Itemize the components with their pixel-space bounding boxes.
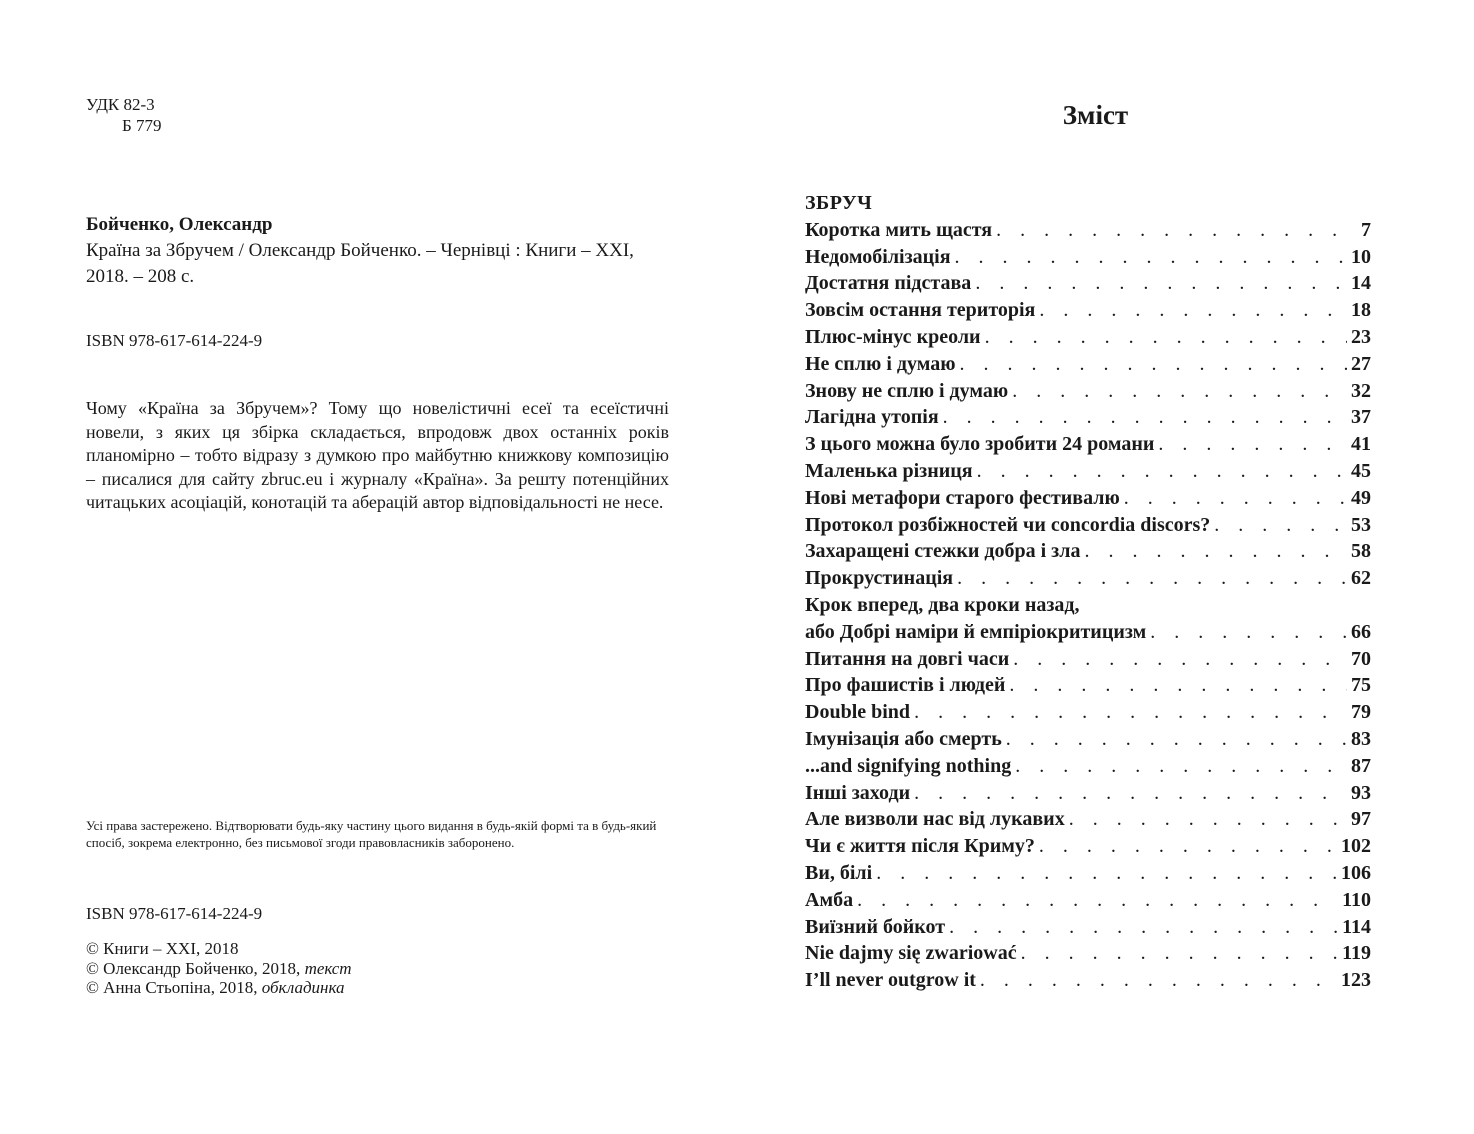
- toc-entry-title: I’ll never outgrow it: [805, 969, 976, 992]
- toc-dot-leader: [960, 351, 1347, 378]
- copyright-holder: © Олександр Бойченко, 2018,: [86, 958, 305, 978]
- toc-page-number: 123: [1341, 969, 1371, 992]
- toc-dot-leader: [1124, 485, 1347, 512]
- toc-page-number: 75: [1351, 674, 1371, 697]
- toc-entry-title: Питання на довгі часи: [805, 647, 1010, 670]
- toc-entry-title: Протокол розбіжностей чи concordia discors?: [805, 513, 1211, 536]
- toc-entry-title: ...and signifying nothing: [805, 754, 1012, 777]
- toc-entry-title: Double bind: [805, 701, 911, 724]
- toc-page-number: 7: [1361, 218, 1371, 241]
- toc-entry-title: Nie dajmy się zwariować: [805, 942, 1017, 965]
- toc-page-number: 87: [1351, 754, 1371, 777]
- toc-dot-leader: [975, 270, 1347, 297]
- toc-dot-leader: [1158, 431, 1347, 458]
- toc-dot-leader: [1214, 512, 1347, 539]
- toc-dot-leader: [914, 780, 1347, 807]
- bbk-code: Б 779: [122, 116, 162, 135]
- toc-page-number: 110: [1342, 888, 1371, 911]
- toc-entries: [805, 217, 1371, 994]
- toc-entry: [805, 270, 1371, 297]
- toc-page-number: 83: [1351, 727, 1371, 750]
- toc-page-number: 27: [1351, 352, 1371, 375]
- toc-entry: [805, 297, 1371, 324]
- toc-entry: [805, 431, 1371, 458]
- toc-page-number: 79: [1351, 701, 1371, 724]
- toc-page-number: 70: [1351, 647, 1371, 670]
- toc-dot-leader: [1015, 753, 1347, 780]
- toc-entry-title: Виїзний бойкот: [805, 915, 946, 938]
- toc-title: Зміст: [1062, 100, 1129, 130]
- toc-dot-leader: [949, 914, 1338, 941]
- toc-entry-title: Коротка мить щастя: [805, 218, 993, 241]
- toc-page-number: 45: [1351, 459, 1371, 482]
- isbn-top: ISBN 978-617-614-224-9: [86, 331, 263, 350]
- toc-entry-title: Прокрустинація: [805, 567, 954, 590]
- toc-entry-title: З цього можна було зробити 24 романи: [805, 433, 1155, 456]
- toc-entry: [805, 940, 1371, 967]
- toc-page-number: 37: [1351, 406, 1371, 429]
- toc-entry: [805, 619, 1371, 646]
- toc-dot-leader: [955, 244, 1347, 271]
- toc-dot-leader: [914, 699, 1347, 726]
- toc-page-number: 93: [1351, 781, 1371, 804]
- toc-entry-title: Достатня підстава: [805, 272, 972, 295]
- toc-dot-leader: [957, 565, 1347, 592]
- copyright-line: [86, 959, 352, 979]
- toc-entry: [805, 324, 1371, 351]
- toc-entry: [805, 833, 1371, 860]
- toc-entry-title: Маленька різниця: [805, 459, 973, 482]
- toc-entry-title-line: Крок вперед, два кроки назад,: [805, 593, 1080, 616]
- toc-page-number: 32: [1351, 379, 1371, 402]
- toc-entry: [805, 726, 1371, 753]
- toc-entry-title: Інші заходи: [805, 781, 911, 804]
- toc-dot-leader: [876, 860, 1337, 887]
- toc-entry: [805, 672, 1371, 699]
- toc-entry: [805, 217, 1371, 244]
- toc-section-heading: ЗБРУЧ: [805, 192, 873, 214]
- author-heading: Бойченко, Олександр: [86, 214, 273, 235]
- toc-entry-title: Чи є життя після Криму?: [805, 835, 1035, 858]
- toc-dot-leader: [996, 217, 1357, 244]
- toc-entry: [805, 860, 1371, 887]
- toc-page-number: 66: [1351, 620, 1371, 643]
- toc-entry-title: Знову не сплю і думаю: [805, 379, 1009, 402]
- record-description: Країна за Збручем / Олександр Бойченко. – Чернівці : Книги – XXI, 2018. – 208 с.: [86, 240, 634, 287]
- toc-dot-leader: [857, 887, 1338, 914]
- toc-entry: [805, 244, 1371, 271]
- toc-entry: [805, 351, 1371, 378]
- toc-entry: [805, 565, 1371, 592]
- toc-dot-leader: [985, 324, 1347, 351]
- annotation: Чому «Країна за Збручем»? Тому що новелістичні есеї та есеїстичні новели, з яких ця збірка складається, впродовж двох останніх років планомірно – тобто відразу з думкою про майбутню книжкову композицію – писалися для сайту zbruc.eu і журналу «Країна». За решту потенційних читацьких асоціацій, конотацій та аберацій автор відповідальності не несе.: [86, 398, 669, 512]
- toc-entry-title: Але визволи нас від лукавих: [805, 808, 1065, 831]
- toc-page-number: 49: [1351, 486, 1371, 509]
- toc-dot-leader: [1021, 940, 1338, 967]
- toc-dot-leader: [1069, 806, 1347, 833]
- toc-entry-title: Амба: [805, 888, 854, 911]
- toc-entry: [805, 780, 1371, 807]
- toc-dot-leader: [1039, 833, 1337, 860]
- toc-page-number: 53: [1351, 513, 1371, 536]
- copyright-holder: © Книги – XXI, 2018: [86, 939, 239, 958]
- toc-dot-leader: [943, 404, 1347, 431]
- toc-page-number: 119: [1342, 942, 1371, 965]
- toc-entry-title: Нові метафори старого фестивалю: [805, 486, 1120, 509]
- toc-page-number: 18: [1351, 299, 1371, 322]
- toc-page-number: 97: [1351, 808, 1371, 831]
- toc-page-number: 23: [1351, 325, 1371, 348]
- toc-dot-leader: [1012, 378, 1347, 405]
- copyright-line: [86, 939, 352, 959]
- toc-page-number: 106: [1341, 861, 1371, 884]
- toc-page-number: 14: [1351, 272, 1371, 295]
- toc-entry-title: Про фашистів і людей: [805, 674, 1006, 697]
- toc-entry-title: Зовсім остання територія: [805, 299, 1036, 322]
- toc-dot-leader: [977, 458, 1347, 485]
- copyright-holder: © Анна Стьопіна, 2018,: [86, 978, 262, 997]
- toc-entry: [805, 646, 1371, 673]
- toc-entry: [805, 753, 1371, 780]
- toc-dot-leader: [1039, 297, 1347, 324]
- toc-page-number: 10: [1351, 245, 1371, 268]
- toc-page-number: 114: [1342, 915, 1371, 938]
- toc-entry: [805, 887, 1371, 914]
- isbn-bottom: ISBN 978-617-614-224-9: [86, 904, 263, 923]
- toc-entry-title: Ви, білі: [805, 861, 873, 884]
- toc-entry: [805, 538, 1371, 565]
- toc-entry-title: Недомобілізація: [805, 245, 951, 268]
- toc-dot-leader: [980, 967, 1337, 994]
- rights-notice: Усі права застережено. Відтворювати будь-яку частину цього видання в будь-якій формі та в будь-який спосіб, зокрема електронно, без письмової згоди правовласників заборонено.: [86, 818, 657, 850]
- classification-codes: [86, 94, 162, 136]
- copyright-role: текст: [304, 958, 352, 978]
- bibliographic-record: [86, 212, 669, 290]
- toc-entry: [805, 404, 1371, 431]
- toc-entry-title: Лагідна утопія: [805, 406, 939, 429]
- toc-page-number: 62: [1351, 567, 1371, 590]
- toc-dot-leader: [1013, 646, 1347, 673]
- toc-entry: [805, 699, 1371, 726]
- copyright-line: [86, 978, 352, 998]
- toc-dot-leader: [1006, 726, 1347, 753]
- copyright-role: обкладинка: [261, 978, 345, 997]
- toc-entry-title: Не сплю і думаю: [805, 352, 956, 375]
- toc-entry-title: Захаращені стежки добра і зла: [805, 540, 1081, 563]
- toc-entry-title: Імунізація або смерть: [805, 727, 1002, 750]
- toc-page-number: 58: [1351, 540, 1371, 563]
- copyright-list: [86, 939, 352, 998]
- toc-entry: [805, 458, 1371, 485]
- toc-entry: [805, 914, 1371, 941]
- toc-entry-title: Плюс-мінус креоли: [805, 325, 981, 348]
- toc-entry-title: або Добрі наміри й емпіріокритицизм: [805, 620, 1147, 643]
- table-of-contents: [805, 190, 1371, 994]
- toc-entry: [805, 512, 1371, 539]
- toc-dot-leader: [1009, 672, 1347, 699]
- toc-entry: [805, 806, 1371, 833]
- toc-page-number: 41: [1351, 433, 1371, 456]
- toc-entry: [805, 485, 1371, 512]
- toc-entry: [805, 967, 1371, 994]
- udk-code: УДК 82-3: [86, 95, 155, 114]
- toc-page-number: 102: [1341, 835, 1371, 858]
- toc-entry: [805, 378, 1371, 405]
- toc-dot-leader: [1150, 619, 1347, 646]
- toc-dot-leader: [1084, 538, 1347, 565]
